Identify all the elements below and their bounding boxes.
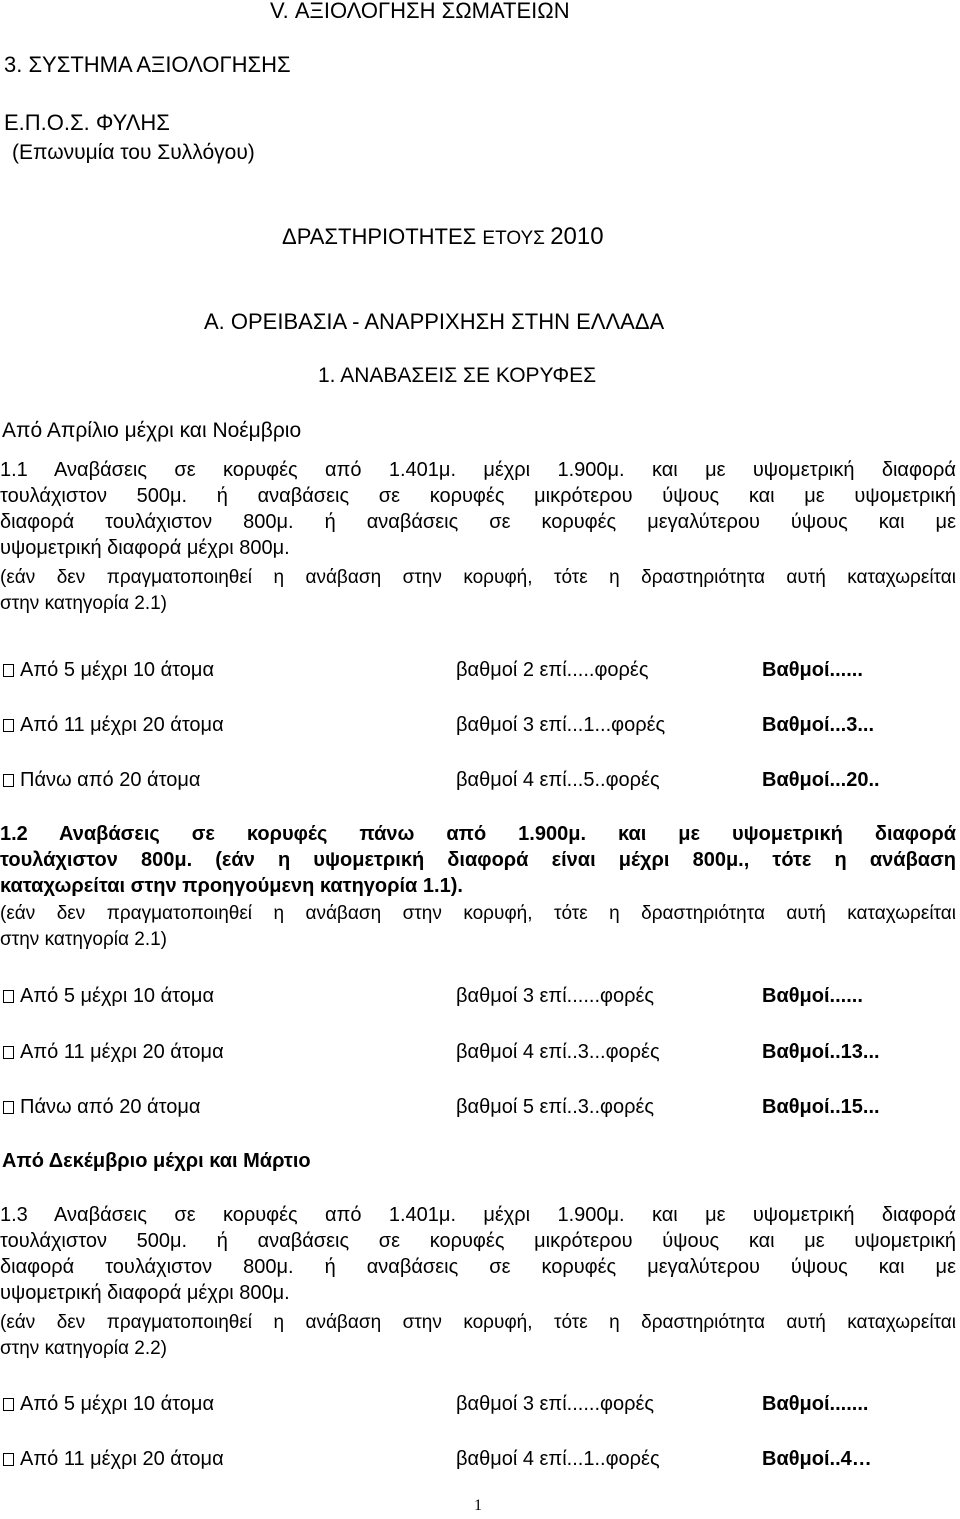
text-line: 1.3 Αναβάσεις σε κορυφές από 1.401μ. μέχρι 1.900μ. και με υψομετρική διαφορά — [0, 1204, 956, 1226]
checkbox-icon — [3, 990, 14, 1003]
text-line: 1.2 Αναβάσεις σε κορυφές πάνω από 1.900μ. και με υψομετρική διαφορά — [0, 823, 956, 845]
checkbox-icon — [3, 1398, 14, 1411]
note-line: στην κατηγορία 2.2) — [0, 1338, 168, 1359]
section-a-heading: Α. ΟΡΕΙΒΑΣΙΑ - ΑΝΑΡΡΙΧΗΣΗ ΣΤΗΝ ΕΛΛΑΔΑ — [204, 309, 665, 334]
score-row — [0, 1039, 956, 1065]
points-result: Βαθμοί..4… — [762, 1448, 872, 1470]
activities-label: ΔΡΑΣΤΗΡΙΟΤΗΤΕΣ — [282, 224, 483, 249]
score-row — [0, 1094, 956, 1120]
points-formula: βαθμοί 2 επί.....φορές — [456, 659, 649, 681]
document-title: V. ΑΞΙΟΛΟΓΗΣΗ ΣΩΜΑΤΕΙΩΝ — [270, 0, 570, 23]
points-result: Βαθμοί...... — [762, 659, 863, 681]
score-row — [0, 712, 956, 738]
period-december-march: Από Δεκέμβριο μέχρι και Μάρτιο — [2, 1150, 311, 1172]
checkbox-icon — [3, 1101, 14, 1114]
group-size-label: Από 11 μέχρι 20 άτομα — [20, 714, 224, 736]
points-formula: βαθμοί 5 επί..3..φορές — [456, 1096, 655, 1118]
group-size-label: Πάνω από 20 άτομα — [20, 769, 201, 791]
text-line: υψομετρική διαφορά μέχρι 800μ. — [0, 1282, 290, 1304]
text-line: διαφορά τουλάχιστον 800μ. ή αναβάσεις σε κορυφές μεγαλύτερου ύψους και με — [0, 1256, 956, 1278]
score-row — [0, 1446, 956, 1472]
year-value: 2010 — [550, 223, 604, 250]
points-formula: βαθμοί 3 επί......φορές — [456, 1393, 655, 1415]
group-size-label: Από 11 μέχρι 20 άτομα — [20, 1448, 224, 1470]
checkbox-icon — [3, 1453, 14, 1466]
points-formula: βαθμοί 3 επί......φορές — [456, 985, 655, 1007]
note-line: στην κατηγορία 2.1) — [0, 593, 168, 614]
score-row — [0, 767, 956, 793]
text-line: 1.1 Αναβάσεις σε κορυφές από 1.401μ. μέχρι 1.900μ. και με υψομετρική διαφορά — [0, 459, 956, 481]
system-heading: 3. ΣΥΣΤΗΜΑ ΑΞΙΟΛΟΓΗΣΗΣ — [4, 52, 291, 77]
section-1-2-note — [0, 901, 956, 953]
note-line: (εάν δεν πραγματοποιηθεί η ανάβαση στην κορυφή, τότε η δραστηριότητα αυτή καταχωρείται — [0, 567, 956, 588]
club-name-note: (Επωνυμία του Συλλόγου) — [12, 141, 255, 164]
text-line: καταχωρείται στην προηγούμενη κατηγορία 1.1). — [0, 875, 463, 897]
group-size-label: Από 5 μέχρι 10 άτομα — [20, 985, 215, 1007]
points-result: Βαθμοί....... — [762, 1393, 869, 1415]
points-formula: βαθμοί 4 επί...1..φορές — [456, 1448, 660, 1470]
points-formula: βαθμοί 3 επί...1...φορές — [456, 714, 666, 736]
note-line: (εάν δεν πραγματοποιηθεί η ανάβαση στην κορυφή, τότε η δραστηριότητα αυτή καταχωρείται — [0, 1312, 956, 1333]
section-1-3-note — [0, 1310, 956, 1362]
text-line: διαφορά τουλάχιστον 800μ. ή αναβάσεις σε κορυφές μεγαλύτερου ύψους και με — [0, 511, 956, 533]
section-1-1-text — [0, 457, 956, 561]
group-size-label: Πάνω από 20 άτομα — [20, 1096, 201, 1118]
points-result: Βαθμοί..15... — [762, 1096, 880, 1118]
checkbox-icon — [3, 774, 14, 787]
points-formula: βαθμοί 4 επί...5..φορές — [456, 769, 660, 791]
points-formula: βαθμοί 4 επί..3...φορές — [456, 1041, 660, 1063]
year-label: ΕΤΟΥΣ — [482, 228, 551, 249]
section-1-2-text — [0, 821, 956, 899]
score-row — [0, 983, 956, 1009]
note-line: (εάν δεν πραγματοποιηθεί η ανάβαση στην κορυφή, τότε η δραστηριότητα αυτή καταχωρείται — [0, 903, 956, 924]
activities-heading — [282, 224, 604, 252]
club-name: Ε.Π.Ο.Σ. ΦΥΛΗΣ — [4, 110, 170, 135]
text-line: υψομετρική διαφορά μέχρι 800μ. — [0, 537, 290, 559]
note-line: στην κατηγορία 2.1) — [0, 929, 168, 950]
points-result: Βαθμοί...20.. — [762, 769, 880, 791]
checkbox-icon — [3, 719, 14, 732]
page-number: 1 — [474, 1497, 482, 1514]
score-row — [0, 657, 956, 683]
points-result: Βαθμοί...... — [762, 985, 863, 1007]
group-size-label: Από 11 μέχρι 20 άτομα — [20, 1041, 224, 1063]
points-result: Βαθμοί..13... — [762, 1041, 880, 1063]
text-line: τουλάχιστον 500μ. ή αναβάσεις σε κορυφές μικρότερου ύψους και με υψομετρική — [0, 485, 956, 507]
text-line: τουλάχιστον 800μ. (εάν η υψομετρική διαφορά είναι μέχρι 800μ., τότε η ανάβαση — [0, 849, 956, 871]
text-line: τουλάχιστον 500μ. ή αναβάσεις σε κορυφές μικρότερου ύψους και με υψομετρική — [0, 1230, 956, 1252]
section-1-3-text — [0, 1202, 956, 1306]
subsection-1-heading: 1. ΑΝΑΒΑΣΕΙΣ ΣΕ ΚΟΡΥΦΕΣ — [318, 364, 597, 387]
points-result: Βαθμοί...3... — [762, 714, 875, 736]
score-row — [0, 1391, 956, 1417]
period-april-november: Από Απρίλιο μέχρι και Νοέμβριο — [2, 419, 302, 442]
group-size-label: Από 5 μέχρι 10 άτομα — [20, 1393, 215, 1415]
checkbox-icon — [3, 664, 14, 677]
section-1-1-note — [0, 565, 956, 617]
checkbox-icon — [3, 1046, 14, 1059]
group-size-label: Από 5 μέχρι 10 άτομα — [20, 659, 215, 681]
